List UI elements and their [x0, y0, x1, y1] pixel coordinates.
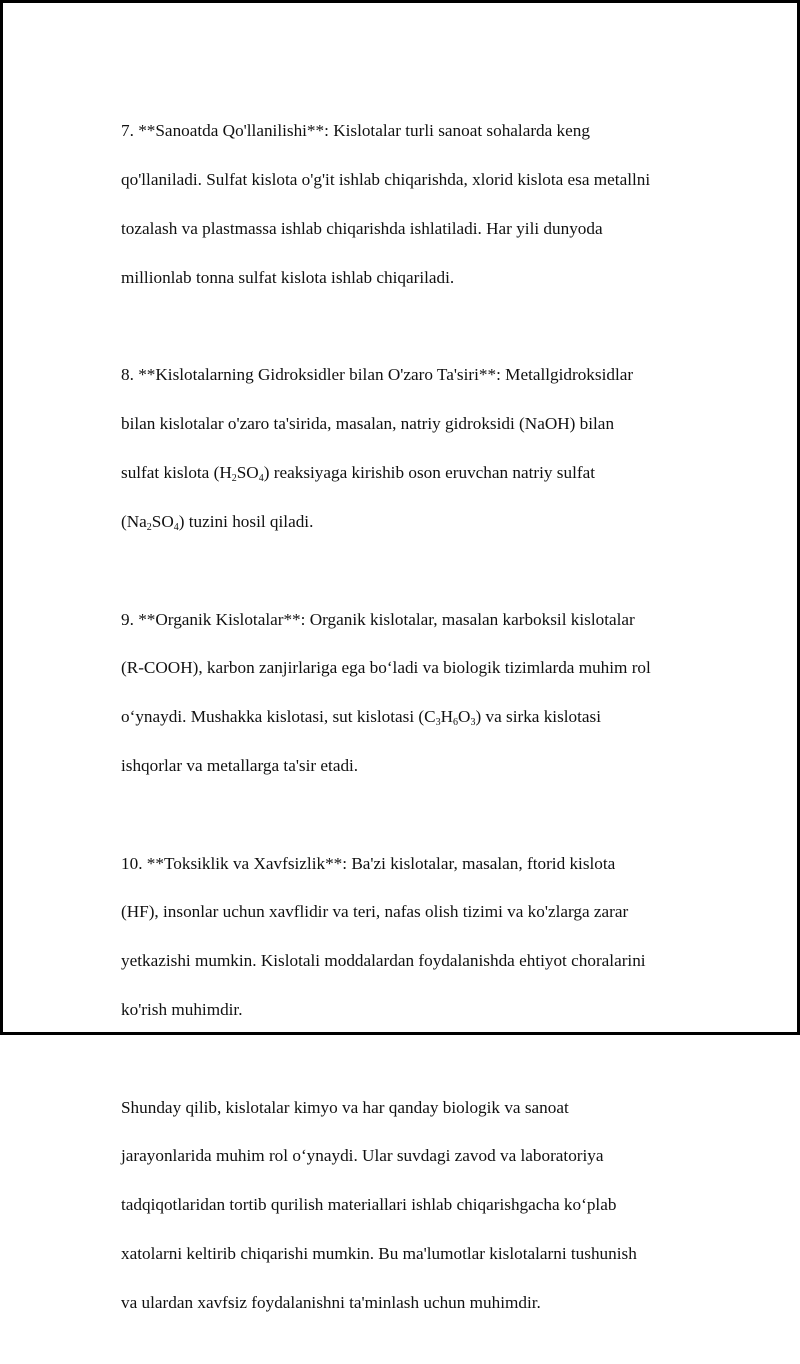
- text-fragment: SO: [151, 511, 174, 531]
- text-line: jarayonlarida muhim rol o‘ynaydi. Ular suvdagi zavod va laboratoriya: [121, 1146, 604, 1166]
- subscript: 2: [146, 521, 152, 533]
- text-fragment: O: [458, 707, 471, 727]
- text-fragment: (Na: [121, 511, 147, 531]
- text-line: 10. **Toksiklik va Xavfsizlik**: Ba'zi kislotalar, masalan, ftorid kislota: [121, 853, 616, 873]
- subscript: 3: [470, 717, 476, 729]
- text-fragment: sulfat kislota (H: [121, 463, 232, 483]
- text-line: tozalash va plastmassa ishlab chiqarishda ishlatiladi. Har yili dunyoda: [121, 219, 603, 239]
- text-fragment: SO: [236, 463, 259, 483]
- text-fragment: o‘ynaydi. Mushakka kislotasi, sut kislotasi (C: [121, 707, 436, 727]
- text-line: 8. **Kislotalarning Gidroksidler bilan O'zaro Ta'siri**: Metallgidroksidlar: [121, 365, 634, 385]
- text-line: yetkazishi mumkin. Kislotali moddalardan foydalanishda ehtiyot choralarini: [121, 951, 646, 971]
- paragraph-industrial-use: [121, 95, 701, 315]
- text-line-formula-h2so4: [121, 461, 701, 485]
- text-line-formula-na2so4: [121, 510, 701, 534]
- subscript: 4: [258, 473, 264, 485]
- text-line: millionlab tonna sulfat kislota ishlab chiqariladi.: [121, 267, 455, 287]
- text-line: 7. **Sanoatda Qo'llanilishi**: Kislotalar turli sanoat sohalarda keng: [121, 121, 590, 141]
- text-fragment: H: [440, 707, 454, 727]
- text-line: qo'llaniladi. Sulfat kislota o'g'it ishlab chiqarishda, xlorid kislota esa metallni: [121, 170, 651, 190]
- text-line: (HF), insonlar uchun xavflidir va teri, nafas olish tizimi va ko'zlarga zarar: [121, 902, 629, 922]
- paragraph-toxicity-safety: [121, 827, 701, 1047]
- text-line: ko'rish muhimdir.: [121, 999, 243, 1019]
- subscript: 4: [173, 521, 179, 533]
- text-line: tadqiqotlaridan tortib qurilish materiallari ishlab chiqarishgacha ko‘plab: [121, 1195, 617, 1215]
- subscript: 2: [231, 473, 237, 485]
- text-line: Shunday qilib, kislotalar kimyo va har qanday biologik va sanoat: [121, 1097, 569, 1117]
- text-line: xatolarni keltirib chiqarishi mumkin. Bu ma'lumotlar kislotalarni tushunish: [121, 1244, 637, 1264]
- text-line: bilan kislotalar o'zaro ta'sirida, masalan, natriy gidroksidi (NaOH) bilan: [121, 414, 615, 434]
- text-fragment: ) va sirka kislotasi: [475, 707, 602, 727]
- text-line: ishqorlar va metallarga ta'sir etadi.: [121, 755, 359, 775]
- text-fragment: ) reaksiyaga kirishib oson eruvchan natriy sulfat: [263, 463, 595, 483]
- paragraph-hydroxide-interaction: [121, 339, 701, 559]
- text-line: (R-COOH), karbon zanjirlariga ega bo‘ladi va biologik tizimlarda muhim rol: [121, 658, 651, 678]
- text-fragment: ) tuzini hosil qiladi.: [178, 511, 314, 531]
- text-line: 9. **Organik Kislotalar**: Organik kislotalar, masalan karboksil kislotalar: [121, 609, 635, 629]
- document-body: [121, 95, 701, 1364]
- text-line: va ulardan xavfsiz foydalanishni ta'minlash uchun muhimdir.: [121, 1292, 541, 1312]
- subscript: 6: [453, 717, 459, 729]
- text-line-formula-c3h6o3: [121, 705, 701, 729]
- subscript: 3: [435, 717, 441, 729]
- paragraph-organic-acids: [121, 583, 701, 803]
- paragraph-conclusion: [121, 1071, 701, 1339]
